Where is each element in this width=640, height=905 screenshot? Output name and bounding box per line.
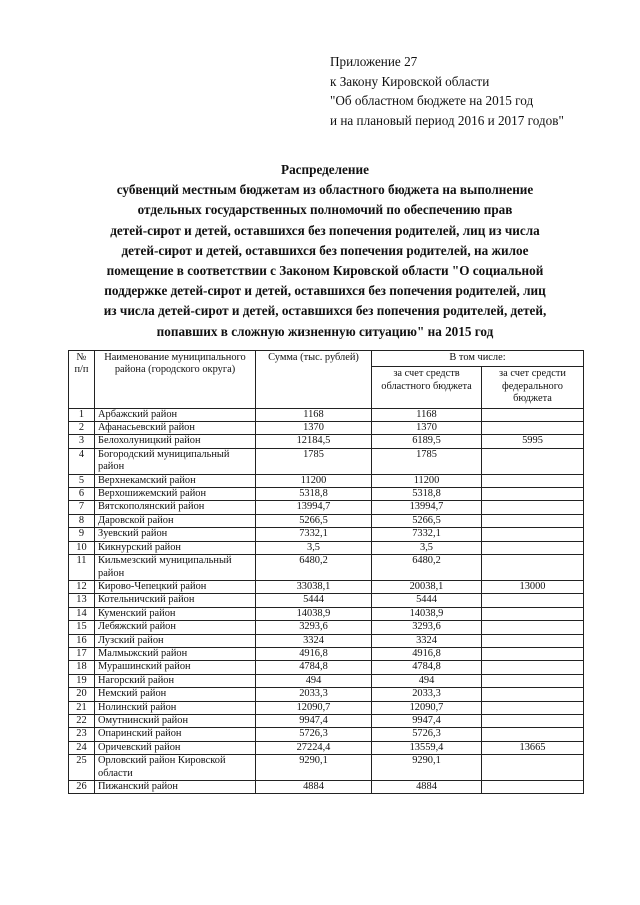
cell-name: Афанасьевский район	[95, 422, 256, 435]
cell-name: Зуевский район	[95, 528, 256, 541]
cell-num: 17	[69, 647, 95, 660]
title-line: Распределение	[281, 162, 369, 177]
table-row	[69, 607, 584, 620]
title-line: помещение в соответствии с Законом Кировской области "О социальной	[106, 263, 544, 279]
cell-federal	[482, 755, 584, 781]
cell-num: 8	[69, 514, 95, 527]
cell-num: 18	[69, 661, 95, 674]
table-row	[69, 647, 584, 660]
cell-regional: 3293,6	[372, 621, 482, 634]
cell-sum: 5444	[256, 594, 372, 607]
cell-regional: 20038,1	[372, 580, 482, 593]
cell-federal	[482, 781, 584, 794]
table-row	[69, 488, 584, 501]
header-federal: за счет средсти федерального бюджета	[482, 367, 584, 408]
cell-num: 14	[69, 607, 95, 620]
cell-sum: 13994,7	[256, 501, 372, 514]
cell-regional: 12090,7	[372, 701, 482, 714]
title-line: детей-сирот и детей, оставшихся без попечения родителей, на жилое	[121, 242, 529, 258]
cell-sum: 1785	[256, 448, 372, 474]
cell-federal	[482, 541, 584, 554]
cell-federal	[482, 688, 584, 701]
cell-num: 4	[69, 448, 95, 474]
table-row	[69, 594, 584, 607]
appendix-line: и на плановый период 2016 и 2017 годов"	[330, 112, 564, 128]
cell-sum: 3293,6	[256, 621, 372, 634]
cell-name: Верхнекамский район	[95, 474, 256, 487]
cell-num: 10	[69, 541, 95, 554]
header-num: № п/п	[69, 351, 95, 409]
cell-sum: 7332,1	[256, 528, 372, 541]
cell-federal: 13665	[482, 741, 584, 754]
cell-regional: 4884	[372, 781, 482, 794]
cell-sum: 1370	[256, 422, 372, 435]
cell-num: 13	[69, 594, 95, 607]
cell-federal	[482, 728, 584, 741]
table-row	[69, 435, 584, 448]
cell-sum: 11200	[256, 474, 372, 487]
cell-sum: 9290,1	[256, 755, 372, 781]
cell-name: Куменский район	[95, 607, 256, 620]
cell-regional: 9290,1	[372, 755, 482, 781]
cell-sum: 14038,9	[256, 607, 372, 620]
cell-regional: 5318,8	[372, 488, 482, 501]
header-including: В том числе:	[372, 351, 584, 367]
table-row	[69, 528, 584, 541]
table-row	[69, 474, 584, 487]
cell-name: Немский район	[95, 688, 256, 701]
cell-federal	[482, 448, 584, 474]
cell-name: Кильмезский муниципальный район	[95, 555, 256, 581]
table-header-row	[69, 351, 584, 367]
cell-sum: 3324	[256, 634, 372, 647]
cell-sum: 5266,5	[256, 514, 372, 527]
cell-name: Котельничский район	[95, 594, 256, 607]
table-row	[69, 688, 584, 701]
cell-regional: 4916,8	[372, 647, 482, 660]
cell-regional: 7332,1	[372, 528, 482, 541]
cell-sum: 5318,8	[256, 488, 372, 501]
cell-sum: 4884	[256, 781, 372, 794]
cell-federal	[482, 607, 584, 620]
cell-regional: 6189,5	[372, 435, 482, 448]
cell-num: 24	[69, 741, 95, 754]
cell-sum: 12090,7	[256, 701, 372, 714]
cell-name: Омутнинский район	[95, 714, 256, 727]
document-title	[60, 160, 590, 342]
cell-name: Нагорский район	[95, 674, 256, 687]
cell-federal	[482, 408, 584, 421]
cell-sum: 33038,1	[256, 580, 372, 593]
table-row	[69, 661, 584, 674]
cell-name: Даровской район	[95, 514, 256, 527]
cell-num: 23	[69, 728, 95, 741]
cell-num: 16	[69, 634, 95, 647]
cell-regional: 2033,3	[372, 688, 482, 701]
cell-name: Опаринский район	[95, 728, 256, 741]
cell-name: Оричевский район	[95, 741, 256, 754]
cell-regional: 14038,9	[372, 607, 482, 620]
table-row	[69, 555, 584, 581]
cell-federal	[482, 501, 584, 514]
table-row	[69, 580, 584, 593]
cell-federal	[482, 634, 584, 647]
title-line: детей-сирот и детей, оставшихся без попечения родителей, лиц из числа	[110, 222, 540, 238]
table-row	[69, 501, 584, 514]
table-row	[69, 634, 584, 647]
cell-regional: 494	[372, 674, 482, 687]
cell-regional: 3,5	[372, 541, 482, 554]
cell-num: 19	[69, 674, 95, 687]
cell-sum: 4784,8	[256, 661, 372, 674]
appendix-line: к Закону Кировской области	[330, 73, 490, 89]
cell-regional: 13994,7	[372, 501, 482, 514]
cell-num: 20	[69, 688, 95, 701]
cell-federal	[482, 647, 584, 660]
cell-regional: 1168	[372, 408, 482, 421]
title-line: попавших в сложную жизненную ситуацию" на 2015 год	[156, 323, 494, 339]
title-line: из числа детей-сирот и детей, оставшихся без попечения родителей, детей,	[103, 303, 547, 319]
cell-name: Вятскополянский район	[95, 501, 256, 514]
cell-regional: 5266,5	[372, 514, 482, 527]
cell-num: 1	[69, 408, 95, 421]
table-row	[69, 701, 584, 714]
cell-sum: 494	[256, 674, 372, 687]
cell-federal	[482, 555, 584, 581]
cell-name: Богородский муниципальный район	[95, 448, 256, 474]
cell-federal: 5995	[482, 435, 584, 448]
cell-num: 26	[69, 781, 95, 794]
table-row	[69, 621, 584, 634]
title-line: субвенций местным бюджетам из областного бюджета на выполнение	[116, 182, 534, 198]
cell-num: 21	[69, 701, 95, 714]
cell-regional: 13559,4	[372, 741, 482, 754]
header-regional: за счет средств областного бюджета	[372, 367, 482, 408]
cell-name: Арбажский район	[95, 408, 256, 421]
table-row	[69, 728, 584, 741]
table-row	[69, 714, 584, 727]
appendix-line: "Об областном бюджете на 2015 год	[330, 93, 534, 108]
cell-name: Малмыжский район	[95, 647, 256, 660]
cell-sum: 6480,2	[256, 555, 372, 581]
cell-federal	[482, 594, 584, 607]
table-row	[69, 408, 584, 421]
cell-sum: 4916,8	[256, 647, 372, 660]
cell-name: Мурашинский район	[95, 661, 256, 674]
cell-num: 3	[69, 435, 95, 448]
appendix-heading	[330, 52, 564, 130]
table-row	[69, 422, 584, 435]
table-body	[69, 408, 584, 794]
subvention-table	[68, 350, 584, 794]
cell-num: 7	[69, 501, 95, 514]
table-row	[69, 781, 584, 794]
cell-name: Нолинский район	[95, 701, 256, 714]
table-row	[69, 448, 584, 474]
cell-name: Пижанский район	[95, 781, 256, 794]
cell-num: 2	[69, 422, 95, 435]
cell-regional: 1370	[372, 422, 482, 435]
header-name: Наименование муниципального района (городского округа)	[95, 351, 256, 409]
cell-regional: 1785	[372, 448, 482, 474]
cell-federal	[482, 528, 584, 541]
title-line: поддержке детей-сирот и детей, оставшихся без попечения родителей, лиц	[104, 283, 546, 299]
header-sum: Сумма (тыс. рублей)	[256, 351, 372, 409]
cell-sum: 3,5	[256, 541, 372, 554]
cell-sum: 27224,4	[256, 741, 372, 754]
cell-regional: 9947,4	[372, 714, 482, 727]
table-row	[69, 541, 584, 554]
cell-regional: 5444	[372, 594, 482, 607]
cell-regional: 3324	[372, 634, 482, 647]
cell-federal: 13000	[482, 580, 584, 593]
cell-num: 22	[69, 714, 95, 727]
cell-sum: 5726,3	[256, 728, 372, 741]
cell-federal	[482, 674, 584, 687]
table-row	[69, 674, 584, 687]
cell-num: 11	[69, 555, 95, 581]
appendix-line: Приложение 27	[330, 54, 418, 69]
table-row	[69, 741, 584, 754]
cell-name: Лузский район	[95, 634, 256, 647]
cell-name: Лебяжский район	[95, 621, 256, 634]
cell-federal	[482, 474, 584, 487]
table-row	[69, 755, 584, 781]
cell-num: 15	[69, 621, 95, 634]
title-line: отдельных государственных полномочий по обеспечению прав	[137, 202, 513, 218]
cell-federal	[482, 422, 584, 435]
cell-regional: 6480,2	[372, 555, 482, 581]
cell-name: Верхошижемский район	[95, 488, 256, 501]
cell-name: Белохолуницкий район	[95, 435, 256, 448]
cell-num: 25	[69, 755, 95, 781]
cell-num: 6	[69, 488, 95, 501]
cell-federal	[482, 701, 584, 714]
cell-federal	[482, 514, 584, 527]
cell-regional: 11200	[372, 474, 482, 487]
cell-num: 12	[69, 580, 95, 593]
cell-federal	[482, 661, 584, 674]
table-row	[69, 514, 584, 527]
cell-sum: 12184,5	[256, 435, 372, 448]
cell-name: Орловский район Кировской области	[95, 755, 256, 781]
cell-num: 5	[69, 474, 95, 487]
cell-regional: 4784,8	[372, 661, 482, 674]
cell-sum: 2033,3	[256, 688, 372, 701]
cell-regional: 5726,3	[372, 728, 482, 741]
cell-federal	[482, 621, 584, 634]
cell-federal	[482, 714, 584, 727]
cell-name: Кирово-Чепецкий район	[95, 580, 256, 593]
cell-sum: 1168	[256, 408, 372, 421]
cell-sum: 9947,4	[256, 714, 372, 727]
cell-num: 9	[69, 528, 95, 541]
cell-name: Кикнурский район	[95, 541, 256, 554]
cell-federal	[482, 488, 584, 501]
